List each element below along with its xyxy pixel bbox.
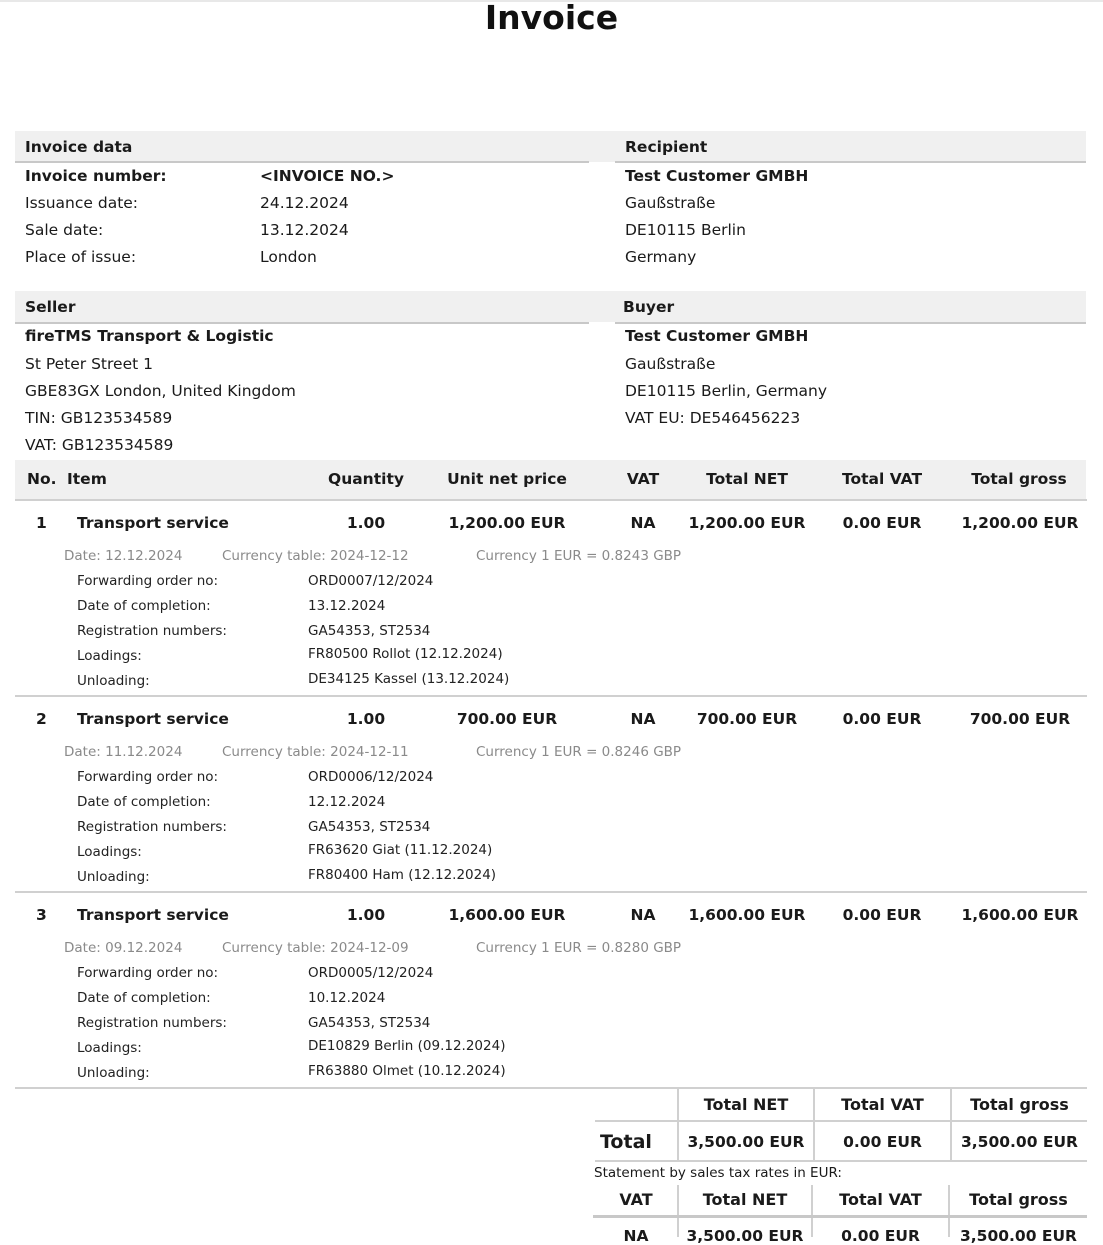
forwarding-order-value: ORD0007/12/2024: [308, 573, 434, 589]
items-bottom-rule: [15, 1087, 1087, 1089]
recipient-rule: [615, 161, 1086, 163]
col-header-item: Item: [67, 470, 107, 488]
col-header-unit-price: Unit net price: [447, 470, 567, 488]
completion-date-value: 13.12.2024: [308, 598, 386, 614]
item-total-vat: 0.00 EUR: [842, 514, 922, 532]
item-total-vat: 0.00 EUR: [842, 906, 922, 924]
unloading-label: Unloading:: [77, 869, 150, 885]
page-title: Invoice: [484, 0, 619, 37]
sale-date-label: Sale date:: [25, 221, 104, 239]
totals-label: Total: [600, 1131, 652, 1153]
seller-vat: VAT: GB123534589: [25, 436, 174, 454]
tax-header-gross: Total gross: [969, 1190, 1068, 1209]
recipient-country: Germany: [625, 248, 697, 266]
item-total-gross: 700.00 EUR: [969, 710, 1071, 728]
tax-header-rule: [593, 1215, 1087, 1218]
item-separator: [15, 695, 1087, 697]
col-header-total-gross: Total gross: [971, 470, 1067, 488]
forwarding-order-label: Forwarding order no:: [77, 573, 219, 589]
seller-rule: [15, 322, 589, 324]
completion-date-label: Date of completion:: [77, 794, 211, 810]
seller-buyer-header-band: [15, 291, 1086, 322]
forwarding-order-value: ORD0006/12/2024: [308, 769, 434, 785]
item-total-gross: 1,200.00 EUR: [961, 514, 1079, 532]
seller-heading: Seller: [25, 298, 76, 316]
recipient-name: Test Customer GMBH: [625, 167, 809, 185]
item-total-net: 700.00 EUR: [696, 710, 798, 728]
totals-bottom-rule: [595, 1160, 1087, 1162]
buyer-street: Gaußstraße: [625, 355, 716, 373]
col-header-total-net: Total NET: [706, 470, 788, 488]
item-quantity: 1.00: [346, 710, 386, 728]
item-name: Transport service: [77, 514, 229, 532]
item-unit-price: 1,200.00 EUR: [448, 514, 566, 532]
item-no: 2: [36, 710, 47, 728]
item-name: Transport service: [77, 710, 229, 728]
totals-header-vat: Total VAT: [841, 1095, 924, 1114]
tax-header-vat: VAT: [619, 1190, 653, 1209]
item-date: Date: 09.12.2024: [64, 940, 183, 956]
col-header-quantity: Quantity: [328, 470, 404, 488]
completion-date-value: 12.12.2024: [308, 794, 386, 810]
place-of-issue-label: Place of issue:: [25, 248, 137, 266]
col-header-no: No.: [27, 470, 57, 488]
recipient-city: DE10115 Berlin: [625, 221, 746, 239]
unloading-value: FR63880 Olmet (10.12.2024): [308, 1063, 506, 1079]
item-currency-rate: Currency 1 EUR = 0.8243 GBP: [476, 548, 682, 564]
loadings-label: Loadings:: [77, 844, 142, 860]
registration-label: Registration numbers:: [77, 1015, 227, 1031]
unloading-value: DE34125 Kassel (13.12.2024): [308, 671, 510, 687]
unloading-label: Unloading:: [77, 1065, 150, 1081]
completion-date-label: Date of completion:: [77, 990, 211, 1006]
tax-row-net: 3,500.00 EUR: [686, 1227, 804, 1245]
buyer-heading: Buyer: [623, 298, 675, 316]
completion-date-label: Date of completion:: [77, 598, 211, 614]
item-vat: NA: [630, 906, 656, 924]
totals-header-net: Total NET: [703, 1095, 789, 1114]
col-header-vat: VAT: [626, 470, 660, 488]
forwarding-order-label: Forwarding order no:: [77, 965, 219, 981]
item-unit-price: 700.00 EUR: [456, 710, 558, 728]
completion-date-value: 10.12.2024: [308, 990, 386, 1006]
totals-net-value: 3,500.00 EUR: [687, 1133, 805, 1151]
issuance-date-label: Issuance date:: [25, 194, 139, 212]
col-header-total-vat: Total VAT: [841, 470, 923, 488]
item-total-net: 1,600.00 EUR: [688, 906, 806, 924]
tax-row-vat-total: 0.00 EUR: [841, 1227, 920, 1245]
item-quantity: 1.00: [346, 906, 386, 924]
loadings-value: DE10829 Berlin (09.12.2024): [308, 1038, 506, 1054]
loadings-label: Loadings:: [77, 1040, 142, 1056]
registration-label: Registration numbers:: [77, 819, 227, 835]
registration-label: Registration numbers:: [77, 623, 227, 639]
item-quantity: 1.00: [346, 514, 386, 532]
buyer-name: Test Customer GMBH: [625, 327, 809, 345]
tax-header-net: Total NET: [702, 1190, 788, 1209]
forwarding-order-label: Forwarding order no:: [77, 769, 219, 785]
invoice-data-rule: [15, 161, 589, 163]
recipient-street: Gaußstraße: [625, 194, 716, 212]
invoice-number-value: <INVOICE NO.>: [260, 167, 395, 185]
item-total-vat: 0.00 EUR: [842, 710, 922, 728]
item-currency-table: Currency table: 2024-12-12: [222, 548, 409, 564]
registration-value: GA54353, ST2534: [308, 819, 431, 835]
tax-header-vat-total: Total VAT: [839, 1190, 922, 1209]
item-currency-table: Currency table: 2024-12-11: [222, 744, 409, 760]
invoice-data-header-band: [15, 131, 1086, 162]
seller-city: GBE83GX London, United Kingdom: [25, 382, 296, 400]
buyer-vat-eu: VAT EU: DE546456223: [625, 409, 801, 427]
item-vat: NA: [630, 514, 656, 532]
loadings-value: FR80500 Rollot (12.12.2024): [308, 646, 503, 662]
item-unit-price: 1,600.00 EUR: [448, 906, 566, 924]
forwarding-order-value: ORD0005/12/2024: [308, 965, 434, 981]
seller-name: fireTMS Transport & Logistic: [25, 327, 274, 345]
tax-row-gross: 3,500.00 EUR: [960, 1227, 1077, 1245]
item-currency-rate: Currency 1 EUR = 0.8280 GBP: [476, 940, 682, 956]
tax-row-vat: NA: [623, 1227, 649, 1245]
item-no: 3: [36, 906, 47, 924]
loadings-label: Loadings:: [77, 648, 142, 664]
invoice-data-heading: Invoice data: [25, 138, 133, 156]
item-currency-rate: Currency 1 EUR = 0.8246 GBP: [476, 744, 682, 760]
totals-gross-value: 3,500.00 EUR: [961, 1133, 1078, 1151]
sale-date-value: 13.12.2024: [260, 221, 349, 239]
seller-street: St Peter Street 1: [25, 355, 153, 373]
invoice-number-label: Invoice number:: [25, 167, 167, 185]
item-currency-table: Currency table: 2024-12-09: [222, 940, 409, 956]
buyer-city: DE10115 Berlin, Germany: [625, 382, 828, 400]
totals-header-gross: Total gross: [970, 1095, 1069, 1114]
items-header-rule: [15, 499, 1087, 501]
item-total-gross: 1,600.00 EUR: [961, 906, 1079, 924]
unloading-label: Unloading:: [77, 673, 150, 689]
item-no: 1: [36, 514, 47, 532]
item-date: Date: 12.12.2024: [64, 548, 183, 564]
issuance-date-value: 24.12.2024: [260, 194, 349, 212]
place-of-issue-value: London: [260, 248, 317, 266]
seller-tin: TIN: GB123534589: [25, 409, 173, 427]
recipient-heading: Recipient: [625, 138, 708, 156]
unloading-value: FR80400 Ham (12.12.2024): [308, 867, 497, 883]
registration-value: GA54353, ST2534: [308, 623, 431, 639]
registration-value: GA54353, ST2534: [308, 1015, 431, 1031]
totals-header-rule: [595, 1120, 1087, 1122]
item-total-net: 1,200.00 EUR: [688, 514, 806, 532]
item-separator: [15, 891, 1087, 893]
buyer-rule: [615, 322, 1086, 324]
item-date: Date: 11.12.2024: [64, 744, 183, 760]
item-vat: NA: [630, 710, 656, 728]
item-name: Transport service: [77, 906, 229, 924]
tax-statement-caption: Statement by sales tax rates in EUR:: [594, 1165, 842, 1181]
totals-vat-value: 0.00 EUR: [843, 1133, 922, 1151]
loadings-value: FR63620 Giat (11.12.2024): [308, 842, 493, 858]
